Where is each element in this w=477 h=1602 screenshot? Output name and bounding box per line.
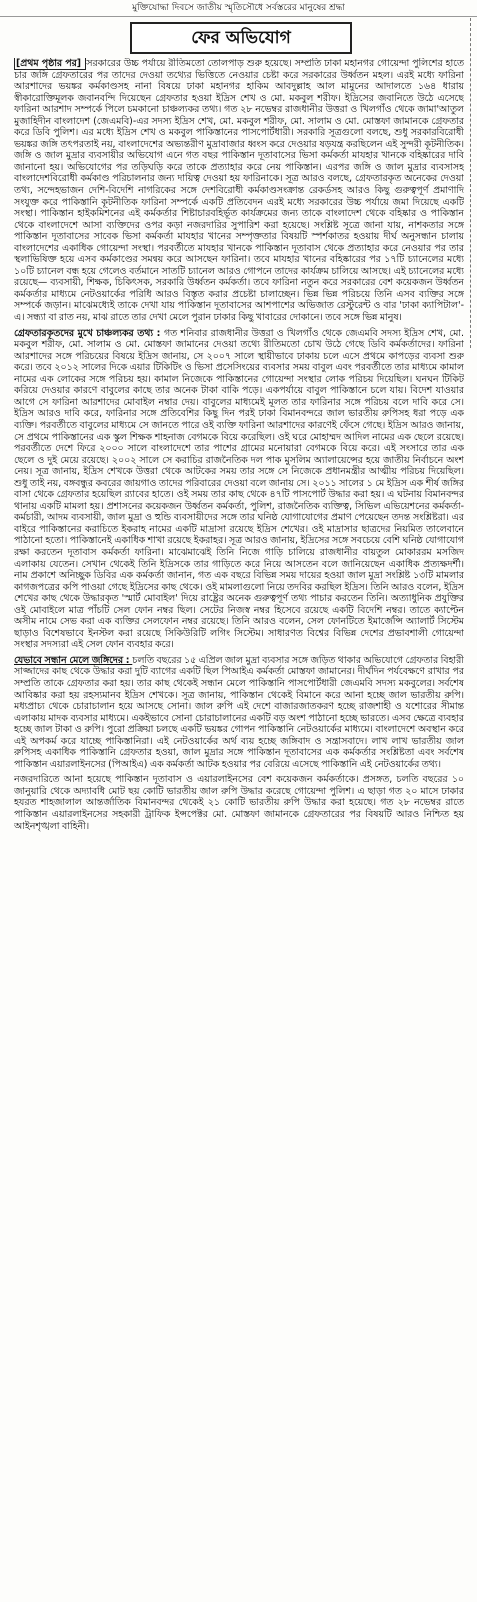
paragraph-3-kicker: যেভাবে সন্ধান মেলে জঙ্গিদের : <box>14 654 133 666</box>
paragraph-4-text: নজরদারিতে আনা হয়েছে পাকিস্তান দূতাবাস ও এয়ারলাইনসের বেশ কয়েকজন কর্মকর্তাকে। প্রসঙ্গত, চলতি বছরের ১০ জানুয়ারি থেকে অদ্যাবধি মোট ছয় কোটি ভারতীয় জাল রুপি উদ্ধার করেছে গোয়েন্দা পুলিশ। এ ছাড়া গত ২০ মাসে ঢাকার হযরত শাহজালাল আন্তর্জাতিক বিমানবন্দর থেকেই ২১ কোটি ভারতীয় রুপি উদ্ধার করা হয়েছে। গত ২৮ নভেম্বর রাতে পাকিস্তান এয়ারলাইনসের সহকারী ট্রাফিক ইন্সপেক্টর মো. মোস্তফা জামানকে গ্রেফতারের পর বিষয়টি আরও নিশ্চিত হয় আইনশৃঙ্খলা বাহিনী। <box>14 774 464 832</box>
article-body <box>14 58 464 1594</box>
headline: ফের অভিযোগ <box>130 22 352 54</box>
column-rule <box>470 18 471 348</box>
paragraph-2-kicker: গ্রেফতারকৃতদের মুখে চাঞ্চল্যকর তথ্য : <box>14 327 164 339</box>
paragraph-2-text: গত শনিবার রাজধানীর উত্তরা ও খিলগাঁও থেকে জেএমবি সদস্য ইদ্রিস শেখ, মো. মকবুল শরীফ, মো. সালাম ও মো. মোস্তফা জামানের দেওয়া তথ্যে রীতিমতো চোখ উঠে গেছে ডিবি কর্মকর্তাদের। ফারিনা আরশাদের সঙ্গে পরিচয়ের বিষয়ে ইদ্রিস জানায়, সে ২০০৭ সালে স্থায়ীভাবে ঢাকায় চলে এসে প্রথমে কাপড়ের ব্যবসা শুরু করে। তবে ২০১২ সালের দিকে এয়ার টিকিটিং ও ভিসা প্রসেসিংয়ের ব্যবসার সময় বাবুল এবং পরবর্তীতে তার মাধ্যমে কামাল নামের এক লোকের সঙ্গে পরিচয় হয়। কামাল নিজেকে পাকিস্তানের গোয়েন্দা সংস্থার লোক পরিচয় দিয়েছিল। ঘনঘন টিকিট করিয়ে দেওয়ার কারণে বাবুলের কাছে তার অনেক টাকা বাকি পড়ে। একপর্যায়ে বাবুল পাকিস্তানে চলে যায়। বিদেশ যাওয়ার আগে সে ফারিনা আরশাদের মোবাইল নম্বার দেয়। বাবুলের মাধ্যমেই মূলত তার ফারিনার সঙ্গে পরিচয় বলে দাবি করে সে। ইদ্রিস আরও দাবি করে, ফারিনার সঙ্গে প্রতিবেশির কিছু দিন পরই ঢাকা বিমানবন্দরে জাল ভারতীয় রুপিসহ ধরা পড়ে এক ব্যক্তি। পরবর্তীতে বাবুলের মাধ্যমে সে জানতে পারে ওই ব্যক্তি ফারিনা আরশাদের কারণেই ফেঁসে গেছে। ইদ্রিস আরও জানায়, সে প্রথমে পাকিস্তানের এক স্কুল শিক্ষক শাহনাজ বেগমকে বিয়ে করেছিল। ওই ঘরে মোহাম্মদ আদিল নামের এক ছেলে রয়েছে। পরবর্তীতে দেশে ফিরে ২০০০ সালে বাংলাদেশে তার পাশের গ্রামের মনোয়ারা বেগমকে বিয়ে করে। এই সংসারে তার এক ছেলে ও দুই মেয়ে রয়েছে। ২০০২ সালে সে করাচির রাজনৈতিক দল পাক মুসলিম অ্যালায়েন্সের হয়ে জাতীয় নির্বাচনে অংশ নেয়। সূত্র জানায়, ইদ্রিস শেখকে উত্তরা থেকে আটকের সময় তার সঙ্গে সে নিজেকে প্রধানমন্ত্রীর আত্মীয় পরিচয় দিয়েছিল। শুধু তাই নয়, বঙ্গবন্ধুর কবরের জায়গাও তাদের পরিবারের দেওয়া বলে জানায় সে। ২০১১ সালের ১ মে ইদ্রিস এক শীর্ষ জঙ্গির বাসা থেকে গ্রেফতার হয়েছিল র‌্যাবের হাতে। ওই সময় তার কাছ থেকে ৪৭টি পাসপোর্ট উদ্ধার করা হয়। এ ঘটনায় বিমানবন্দর থানায় একটি মামলা হয়। প্রশাসনের কয়েকজন উর্ধ্বতন কর্মকর্তা, পুলিশ, রাজনৈতিক ব্যক্তিত্ব, সিভিল এভিয়েশনের কর্মকর্তা-কর্মচারী, আদম ব্যবসায়ী, জাল মুদ্রা ও হুন্ডি ব্যবসায়ীদের সঙ্গে তার ঘনিষ্ঠ যোগাযোগের প্রমাণ পেয়েছেন তদন্ত সংশ্লিষ্টরা। এর বাইরে পাকিস্তানের করাচিতে ইকরাহ নামের একটি মাদ্রাসা রয়েছে ইদ্রিস শেখের। ওই মাদ্রাসার ছাত্রদের নিয়মিত তালেবানে পাঠানো হতো। পাকিস্তানেই একাধিক শাখা রয়েছে ইকরাহর। সূত্র আরও জানায়, ইদ্রিসের সঙ্গে সবচেয়ে বেশি ঘনিষ্ঠ যোগাযোগ রক্ষা করতেন দূতাবাস কর্মকর্তা ফারিনা। মাঝেমাঝেই তিনি নিজে গাড়ি চালিয়ে রাজধানীর বায়তুল মোকাররম মসজিদ এলাকায় যেতেন। সেখান থেকেই তিনি ইদ্রিসকে তার গাড়িতে করে নিয়ে আসতেন বলে জানিয়েছেন একাধিক প্রত্যক্ষদর্শী। নাম প্রকাশে অনিচ্ছুক ডিবির এক কর্মকর্তা জানান, গত এক বছরে বিভিন্ন সময় দায়ের হওয়া জাল মুদ্রা সংশ্লিষ্ট ১৩টি মামলার কাগজপত্রের কপি পাওয়া গেছে ইদ্রিসের কাছ থেকে। ওই মামলাগুলো নিয়ে তদবির করছিল ইদ্রিস। তিনি আরও বলেন, ইদ্রিস শেখের কাছ থেকে উদ্ধারকৃত 'স্মার্ট মোবাইল' দিয়ে রাষ্ট্রের অনেক গুরুত্বপূর্ণ তথ্য পাচার করতেন তিনি। অত্যাধুনিক প্রযুক্তির ওই মোবাইলে মাত্র পাঁচটি সেল ফোন নম্বর ছিল। সেটের নিজস্ব নম্বর হিসেবে রয়েছে একটি বিদেশি নম্বর। তাতে ক্যাপ্টেন অসীম নামে সেভ করা এক ব্যক্তির সেলফোন নম্বর রয়েছে। তিনি আরও বলেন, সেল ফোনটিতে ইমার্জেন্সি অ্যালার্ট সিস্টেম ছাড়াও বিশেষভাবে ইনস্টল করা রয়েছে সিকিউরিটি লগিং সিস্টেম। সাধারণত বিশ্বের বিভিন্ন দেশের প্রভাবশালী গোয়েন্দা সংস্থার সদস্যরা এই সেল ফোন ব্যবহার করে। <box>14 327 464 651</box>
paragraph-3-text: চলতি বছরের ১৫ এপ্রিল জাল মুদ্রা ব্যবসার সঙ্গে জড়িত থাকার অভিযোগে গ্রেফতার বিহারী সাজ্জাদের কাছ থেকে উদ্ধার করা দুটি ব্যাগের একটি ছিল পিআইএ কর্মকর্তা মোস্তফা জামানের। দীর্ঘদিন পর্যবেক্ষণে রাখার পর সম্প্রতি তাকে গ্রেফতার করা হয়। তার কাছ থেকেই সন্ধান মেলে পাকিস্তানি পাসপোর্টধারী জেএমবি সদস্য মকবুলের। সর্বশেষ আবিষ্কার করা হয় রহস্যমানব ইদ্রিস শেখকে। সূত্র জানায়, পাকিস্তান থেকেই বিমানে করে আনা হচ্ছে জাল ভারতীয় রুপি। মধ্যপ্রাচ্য থেকে চোরাচালান হয়ে আসছে সোনা। জাল রুপি এই দেশে বাজারজাতকরণ হচ্ছে রাজশাহী ও যশোরের সীমান্ত এলাকায় মাদক ব্যবসার মাধ্যমে। একইভাবে সোনা চোরাচালানের একটি বড় অংশ পাঠানো হচ্ছে ভারতে। এসব ক্ষেত্রে ব্যবহার হচ্ছে জাল টাকা ও রুপি। পুরো প্রক্রিয়া চলছে একটি ভয়ঙ্কর গোপন পাকিস্তানি নেটওয়ার্কের মাধ্যমে। বাংলাদেশে অবস্থান করে এই অপকর্ম করে যাচ্ছে পাকিস্তানিরা। এই নেটওয়ার্কের অর্থ ব্যয় হচ্ছে জঙ্গিবাদ ও সন্ত্রাসবাদে। লাখ লাখ ভারতীয় জাল রুপিসহ একাধিক পাকিস্তানি গ্রেফতার হওয়া, জাল মুদ্রার সঙ্গে পাকিস্তান দূতাবাসের এক কর্মকর্তার সংশ্লিষ্টতা এবং সর্বশেষ পাকিস্তান এয়ারলাইনসের (পিআইএ) এক কর্মকর্তা আটক হওয়ার পর বেরিয়ে এসেছে পাকিস্তানি এই নেটওয়ার্কের তথ্য। <box>14 654 464 770</box>
top-strip-text: মুক্তিযোদ্ধা দিবসে জাতীয় স্মৃতিসৌধে সর্বস্তরের মানুষের শ্রদ্ধা <box>0 0 477 17</box>
paragraph-1 <box>14 58 464 324</box>
paragraph-4 <box>14 774 464 832</box>
paragraph-1-kicker: [প্রথম পৃষ্ঠার পর] <box>16 58 85 69</box>
paragraph-1-text: সরকারের উচ্চ পর্যায়ে রীতিমতো তোলপাড় শুরু হয়েছে। সম্প্রতি ঢাকা মহানগর গোয়েন্দা পুলিশের হাতে চার জঙ্গি গ্রেফতারের পর তাদের দেওয়া তথ্যের ভিত্তিতে নেওয়ার চেষ্টা করে সরকারের উর্ধ্বতন মহল। এরই মধ্যে ফারিনা আরশাদের ভয়ঙ্কর কর্মকাণ্ডসহ নানা বিষয়ে ঢাকা মহানগর হাকিম আবদুল্লাহ আল মামুনের আদালতে ১৬৪ ধারায় স্বীকারোক্তিমূলক জবানবন্দি দিয়েছেন গ্রেফতার হওয়া ইদ্রিস শেখ ও মো. মকবুল শরীফ। ইদ্রিসের জবানিতে উঠে এসেছে ফারিনা আরশাদ সম্পর্কে পিলে চমকানো চাঞ্চল্যকর তথ্য। গত ২৮ নভেম্বর রাজধানীর উত্তরা ও খিলগাঁও থেকে জামা'আতুল মুজাহিদীন বাংলাদেশ (জেএমবি)-এর সদস্য ইদ্রিস শেখ, মো. মকবুল শরীফ, মো. সালাম ও মো. মোস্তফা জামানকে গ্রেফতার করে ডিবি পুলিশ। এর মধ্যে ইদ্রিস শেখ ও মকবুল পাকিস্তানের পাসপোর্টধারী। সরকারি সূত্রগুলো বলছে, শুধু সরকারবিরোধী ভয়ঙ্কর জঙ্গি তৎপরতাই নয়, বাংলাদেশের অভ্যন্তরীণ মুদ্রাবাজার ধ্বংস করে দেওয়ার ষড়যন্ত্র করছিলেন এই সুন্দরী কূটনীতিক। জঙ্গি ও জাল মুদ্রার ব্যবসায়ীর অভিযোগ এনে গত বছর পাকিস্তান দূতাবাসের ভিসা কর্মকর্তা মাযহার খানকে বহিষ্কারের দাবি জানানো হয়। অভিযোগের পর তড়িঘড়ি করে তাকে প্রত্যাহার করে নেয় পাকিস্তান। এরপর জঙ্গি ও জাল মুদ্রার ব্যবসাসহ বাংলাদেশবিরোধী কর্মকাণ্ড পরিচালনার জন্য দায়িত্ব দেওয়া হয় ফারিনাকে। সূত্র আরও বলছে, গ্রেফতারকৃত অনেকের দেওয়া তথ্য, সন্দেহভাজন দেশি-বিদেশি নাগরিকের সঙ্গে দেশবিরোধী কর্মকাণ্ডসংক্রান্ত রেকর্ডসহ আরও কিছু গুরুত্বপূর্ণ প্রমাণাদি সংযুক্ত করে পাকিস্তানি কূটনীতিক ফারিনা সম্পর্কে একটি প্রতিবেদন এরই মধ্যে সরকারের উচ্চ পর্যায়ে জমা দিয়েছে একটি সংস্থা। পাকিস্তান হাইকমিশনের এই কর্মকর্তার শিষ্টাচারবহির্ভূত কার্যক্রমের জন্য তাকে বাংলাদেশ থেকে বহিষ্কার ও পাকিস্তান থেকে বাংলাদেশে আসা ব্যক্তিদের ওপর কড়া নজরদারির সুপারিশ করা হয়েছে। সংশ্লিষ্ট সূত্রে জানা যায়, নাশকতার সঙ্গে পাকিস্তান দূতাবাসের সাবেক ভিসা কর্মকর্তা মাযহার খানের সম্পৃক্ততার বিষয়টি স্পর্শকাতর হওয়ায় দীর্ঘ অনুসন্ধান চালায় বাংলাদেশের একাধিক গোয়েন্দা সংস্থা। পরবর্তীতে মাযহার খানকে পাকিস্তান দূতাবাস থেকে প্রত্যাহার করে নেওয়ার পর তার স্থলাভিষিক্ত হয়ে এসব কর্মকাণ্ডের সমন্বয় করে আসছেন ফারিনা। তবে মাযহার খানের বহিষ্কারের পর ১৭টি চ্যানেলের মধ্যে ১০টি চ্যানেল বন্ধ হয়ে গেলেও বর্তমানে সাতটি চ্যানেল আরও গোপনে তাদের কার্যক্রম চালিয়ে আসছে। এই চ্যানেলের মধ্যে রয়েছে— ব্যবসায়ী, শিক্ষক, চিকিৎসক, সরকারি উর্ধ্বতন কর্মকর্তা। তবে ফারিনা নতুন করে সরকারের বেশ কয়েকজন উর্ধ্বতন কর্মকর্তার মাধ্যমে নেটওয়ার্কের পরিধি আরও বিস্তৃত করার প্রচেষ্টা চালাচ্ছেন। ভিন্ন ভিন্ন পরিচয়ে তিনি এসব ব্যক্তির সঙ্গে সম্পর্কে জড়ান। মাঝেমধ্যেই তাকে দেখা যায় পাকিস্তান দূতাবাসের আশপাশের অভিজাত রেস্টুরেন্ট ও বার 'ঢাকা ক্যাপিটাল'-এ। সন্ধ্যা বা রাত নয়, মাঝ রাতে তার দেখা মেলে পুরান ঢাকার কিছু খাবারের দোকানে। তবে সঙ্গে ভিন্ন মানুষ। <box>14 58 464 324</box>
paragraph-3 <box>14 655 464 770</box>
paragraph-2 <box>14 328 464 651</box>
